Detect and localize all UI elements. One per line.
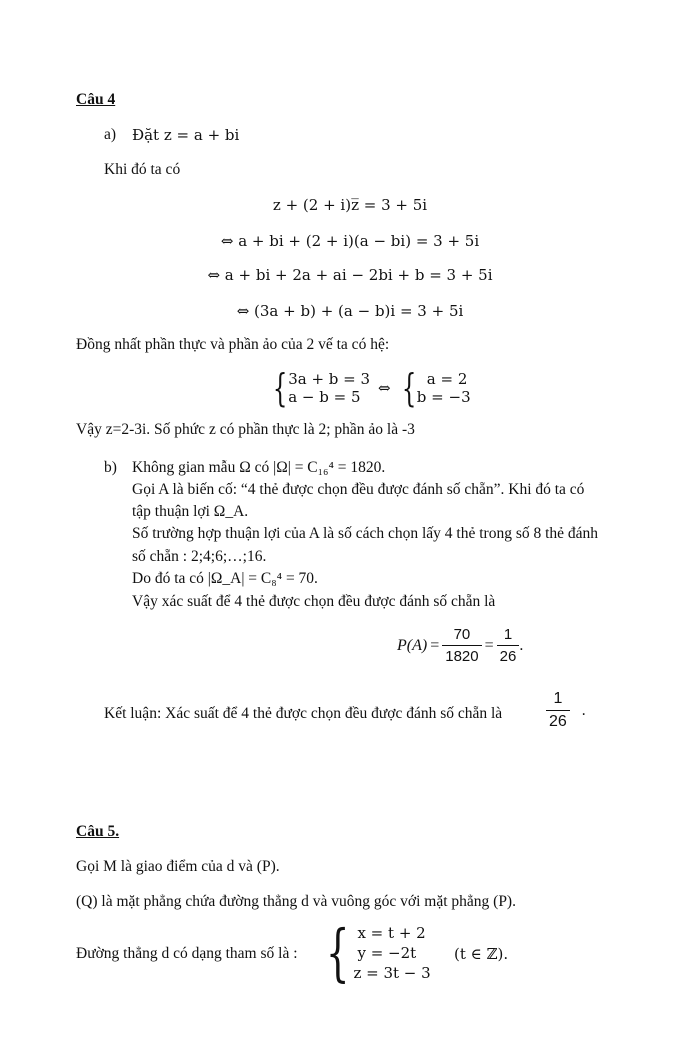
frac-2-numerator: 1 [503,626,513,643]
part-b-line-5: số chẵn : 2;4;6;…;16. [132,548,267,565]
part-b-line-3: tập thuận lợi Ω_A. [132,503,249,520]
equation-2: ⇔ a + bi + (2 + i)(a − bi) = 3 + 5i [220,232,480,250]
ket-luan-fraction [546,690,586,731]
cau5-line-3: Đường thẳng d có dạng tham số là : [76,945,298,962]
frac-1-denominator: 1820 [442,645,481,665]
frac-1-numerator: 70 [453,626,471,643]
part-a-marker: a) [104,126,117,143]
part-b-marker: b) [104,459,117,476]
left-brace: { [272,366,288,410]
vay-text: Vậy z=2-3i. Số phức z có phần thực là 2; phần ảo là -3 [76,421,415,438]
param-condition: (t ∈ ℤ). [454,945,509,963]
system-arrow: ⇔ [378,379,391,397]
prob-eq-2: = [484,636,494,654]
param-y: y = −2t [357,944,417,962]
fraction-70-1820 [442,626,481,665]
part-b-line-6: Do đó ta có |Ω_A| = C₈⁴ = 70. [132,570,318,587]
right-brace: { [401,366,416,410]
frac-2-denominator: 26 [497,645,520,665]
system-left-bottom: a − b = 5 [288,388,361,406]
prob-lhs: P(A) [397,636,428,654]
kl-fraction [546,690,570,731]
cau5-line-2: (Q) là mặt phẳng chứa đường thẳng d và vuông góc với mặt phẳng (P). [76,893,516,910]
khi-do-text: Khi đó ta có [104,161,181,178]
fraction-1-26 [497,626,520,665]
part-a-line: Đặt z = a + bi [132,126,240,144]
cau4-heading: Câu 4 [76,91,116,108]
part-b-line-2: Gọi A là biến cố: “4 thẻ được chọn đều được đánh số chẵn”. Khi đó ta có [132,481,585,498]
param-brace: { [325,916,350,989]
probability-formula [397,626,523,665]
system-right-top: a = 2 [426,370,468,388]
ket-luan-text: Kết luận: Xác suất để 4 thẻ được chọn đều được đánh số chẵn là [104,705,503,722]
equation-system [268,366,471,410]
cau5-line-1: Gọi M là giao điểm của d và (P). [76,858,280,875]
prob-eq-1: = [430,636,440,654]
kl-numerator: 1 [553,690,563,707]
cau5-heading: Câu 5. [76,823,120,840]
equation-3: ⇔ a + bi + 2a + ai − 2bi + b = 3 + 5i [207,266,493,284]
parametric-system [318,916,431,989]
param-x: x = t + 2 [357,924,426,942]
param-z: z = 3t − 3 [353,964,431,982]
part-b-line-7: Vậy xác suất để 4 thẻ được chọn đều được đánh số chẵn là [132,593,496,610]
system-left-top: 3a + b = 3 [288,370,371,388]
part-b-line-1: Không gian mẫu Ω có |Ω| = C₁₆⁴ = 1820. [132,459,386,476]
equation-4: ⇔ (3a + b) + (a − b)i = 3 + 5i [236,302,464,320]
equation-1: z + (2 + i)z̅ = 3 + 5i [272,196,428,214]
dong-nhat-text: Đồng nhất phần thực và phần ảo của 2 vế ta có hệ: [76,336,390,353]
system-right-bottom: b = −3 [416,388,471,406]
kl-end: . [581,701,586,719]
prob-end: . [519,636,524,654]
part-b-line-4: Số trường hợp thuận lợi của A là số cách chọn lấy 4 thẻ trong số 8 thẻ đánh [132,525,599,542]
kl-denominator: 26 [546,710,570,731]
